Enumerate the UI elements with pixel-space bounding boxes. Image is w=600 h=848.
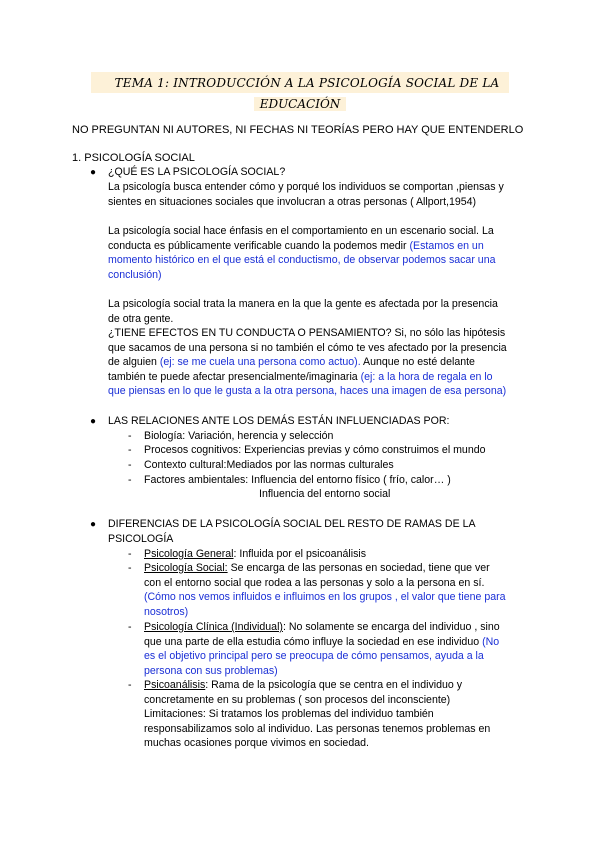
- bullet-icon: ●: [90, 416, 97, 427]
- text-span: : Influida por el psicoanálisis: [233, 548, 367, 560]
- dash-icon: -: [128, 621, 132, 633]
- dash-icon: -: [128, 459, 132, 471]
- note-line: persona con sus problemas): [144, 664, 278, 677]
- notice: NO PREGUNTAN NI AUTORES, NI FECHAS NI TEORÍAS PERO HAY QUE ENTENDERLO: [72, 124, 524, 136]
- note-span: (Estamos en un: [409, 239, 484, 252]
- dash-icon: -: [128, 444, 132, 456]
- note-line: que piensas en lo que le gusta a la otra persona, haces una imagen de esa persona): [108, 385, 507, 397]
- title-highlight: [91, 72, 510, 93]
- dash-icon: -: [128, 679, 132, 691]
- text-span: Aunque no esté delante: [360, 356, 475, 368]
- text-line: Limitaciones: Si tratamos los problemas del individuo también: [144, 708, 434, 720]
- note-span: (ej: se me cuela una persona como actuo).: [159, 356, 361, 368]
- text-line: que sacamos de una persona si no también el cómo te ves afectado por la presencia: [108, 341, 507, 354]
- text-line: de otra gente.: [108, 312, 174, 325]
- text-line: [108, 239, 495, 254]
- q1-label: ¿QUÉ ES LA PSICOLOGÍA SOCIAL?: [108, 166, 286, 178]
- note-span: (No: [482, 635, 500, 648]
- text-span: conducta es públicamente verificable cuando la podemos medir: [108, 239, 410, 252]
- note-line: es el objetivo principal pero se preocupa de cómo pensamos, ayuda a la: [144, 650, 484, 662]
- dash-icon: -: [128, 430, 132, 442]
- list-item: Contexto cultural:Mediados por las normas culturales: [144, 459, 394, 471]
- text-span: también te puede afectar presencialmente/imaginaria: [108, 370, 361, 383]
- text-line: muchas ocasiones porque vivimos en sociedad.: [144, 737, 369, 749]
- text-line: [144, 561, 506, 576]
- q3-label: [108, 517, 476, 546]
- title-line-1: TEMA 1: INTRODUCCIÓN A LA PSICOLOGÍA SOCIAL DE LA: [114, 76, 500, 90]
- text-line: La psicología social trata la manera en la que la gente es afectada por la presencia: [108, 298, 498, 310]
- text-line: [108, 355, 507, 370]
- note-line: momento histórico en el que está el conductismo, de observar podemos sacar una: [108, 254, 496, 266]
- branch-title: Psicoanálisis: [144, 679, 206, 691]
- text-line: con el entorno social que rodea a las personas y solo a la persona en sí.: [144, 576, 485, 589]
- text-line: [144, 620, 500, 635]
- q1-paragraph-2: [108, 224, 495, 282]
- text-line: concretamente en su problemas ( son procesos del inconsciente): [144, 693, 451, 706]
- branch-social: [144, 561, 506, 619]
- branch-general: [144, 547, 366, 562]
- text-span: que una parte de ella estudia cómo influye la sociedad en ese individuo: [144, 635, 483, 648]
- title-line-2: [0, 95, 600, 114]
- text-line: ¿TIENE EFECTOS EN TU CONDUCTA O PENSAMIENTO? Si, no sólo las hipótesis: [108, 327, 506, 339]
- branch-title: Psicología General: [144, 548, 234, 560]
- dash-icon: -: [128, 562, 132, 574]
- text-line: [108, 370, 507, 385]
- branch-title: Psicología Clínica (Individual): [144, 621, 283, 633]
- text-line: [144, 547, 366, 562]
- branch-title: Psicología Social:: [144, 562, 228, 574]
- text-line: [144, 678, 490, 693]
- note-span: (ej: a la hora de regala en lo: [360, 370, 493, 383]
- section-heading: 1. PSICOLOGÍA SOCIAL: [72, 152, 195, 164]
- dash-icon: -: [128, 474, 132, 486]
- text-span: de alguien: [108, 356, 160, 368]
- note-line: conclusión): [108, 268, 162, 281]
- bullet-icon: ●: [90, 519, 97, 530]
- text-line: [144, 635, 500, 650]
- list-item: Procesos cognitivos: Experiencias previas y cómo construimos el mundo: [144, 444, 486, 456]
- text-span: Se encarga de las personas en sociedad, tiene que ver: [227, 562, 490, 574]
- note-line: (Cómo nos vemos influidos e influimos en los grupos , el valor que tiene para: [144, 591, 506, 603]
- branch-psicoanalisis: [144, 678, 490, 751]
- branch-clinica: [144, 620, 500, 678]
- q2-label: LAS RELACIONES ANTE LOS DEMÁS ESTÁN INFLUENCIADAS POR:: [108, 415, 450, 427]
- text-span: : No solamente se encarga del individuo , sino: [282, 621, 500, 633]
- text-line: PSICOLOGÍA: [108, 532, 174, 545]
- text-line: DIFERENCIAS DE LA PSICOLOGÍA SOCIAL DEL RESTO DE RAMAS DE LA: [108, 518, 476, 530]
- title-line-2-text: EDUCACIÓN: [254, 97, 347, 111]
- text-line: La psicología busca entender cómo y porqué los individuos se comportan ,piensas y: [108, 181, 504, 193]
- note-line: nosotros): [144, 605, 189, 618]
- list-item: Biología: Variación, herencia y selección: [144, 430, 334, 442]
- dash-icon: -: [128, 548, 132, 560]
- text-span: : Rama de la psicología que se centra en el individuo y: [205, 679, 463, 691]
- bullet-icon: ●: [90, 167, 97, 178]
- text-line: responsabilizamos solo al individuo. Las personas tenemos problemas en: [144, 722, 491, 735]
- text-line: La psicología social hace énfasis en el comportamiento en un escenario social. La: [108, 225, 494, 237]
- list-item: Factores ambientales: Influencia del entorno físico ( frío, calor… ): [144, 474, 451, 486]
- title-banner: [0, 72, 600, 93]
- list-item-continuation: Influencia del entorno social: [259, 488, 391, 500]
- q1-paragraph-3: [108, 297, 507, 399]
- q1-paragraph-1: [108, 180, 504, 209]
- text-line: sientes en situaciones sociales que involucran a otras personas ( Allport,1954): [108, 195, 477, 208]
